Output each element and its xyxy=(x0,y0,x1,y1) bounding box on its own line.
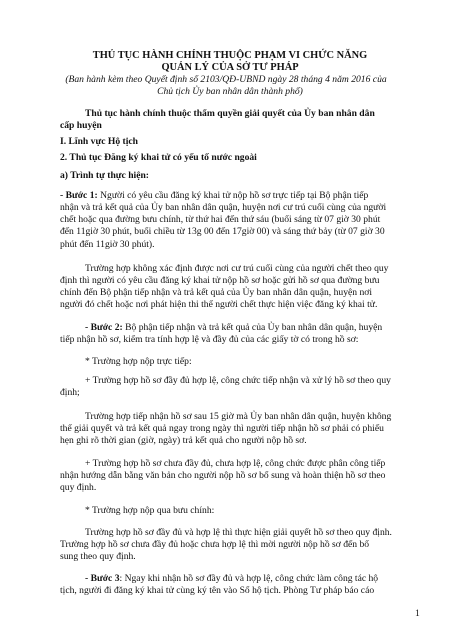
line-text: chính đến Bộ phận tiếp nhận và trả kết quả của Ủy ban nhân dân quận, huyện nơi xyxy=(60,287,372,298)
body-line xyxy=(85,356,425,368)
procedure-heading: 2. Thủ tục Đăng ký khai tử có yếu tố nước ngoài xyxy=(60,152,257,163)
line-text: thể giải quyết và trả kết quả ngay trong ngày thì người tiếp nhận hồ sơ phải có phiếu xyxy=(60,423,384,434)
body-line xyxy=(85,573,425,585)
doc-subtitle-line-2: Chủ tịch Ủy ban nhân dân thành phố) xyxy=(157,86,303,97)
line-text: Người có yêu cầu đăng ký khai tử nộp hồ sơ trực tiếp tại Bộ phận tiếp xyxy=(97,190,369,201)
step-label: - Bước 1: xyxy=(60,190,98,201)
body-line xyxy=(85,505,425,517)
line-text: : Ngay khi nhận hồ sơ đầy đủ và hợp lệ, công chức làm công tác hộ xyxy=(119,573,379,584)
body-line xyxy=(60,423,400,435)
step-label: - Bước 3 xyxy=(85,573,120,584)
line-text: đến 11giờ 30 phút, buổi chiều từ 13g 00 đến 17giờ 00) và sáng thứ bảy (từ 07 giờ 30 xyxy=(60,226,385,237)
section-title-line-1: Thủ tục hành chính thuộc thẩm quyền giải quyết của Ủy ban nhân dân xyxy=(85,108,375,119)
body-line xyxy=(85,527,425,539)
doc-subtitle-line-1: (Ban hành kèm theo Quyết định số 2103/QĐ-UBND ngày 28 tháng 4 năm 2016 của xyxy=(65,74,387,85)
line-text: định thì người có yêu cầu đăng ký khai tử nộp hồ sơ hoặc gửi hồ sơ qua đường bưu xyxy=(60,275,380,286)
line-text: Trường hợp không xác định được nơi cư trú cuối cùng của người chết theo quy xyxy=(85,263,389,274)
line-text: quy định. xyxy=(60,482,97,493)
sequence-heading: a) Trình tự thực hiện: xyxy=(60,170,149,181)
line-text: chết hoặc qua đường bưu chính, từ thứ hai đến thứ sáu (buổi sáng từ 07 giờ 30 phút xyxy=(60,214,381,225)
doc-title-line-2: QUẢN LÝ CỦA SỞ TƯ PHÁP xyxy=(161,62,299,73)
line-text: * Trường hợp nộp qua bưu chính: xyxy=(85,505,215,516)
line-text: nhận hướng dẫn bằng văn bản cho người nộp hồ sơ bổ sung và hoàn thiện hồ sơ theo xyxy=(60,470,386,481)
body-line xyxy=(60,202,400,214)
body-line xyxy=(60,334,400,346)
section-title-line-2: cấp huyện xyxy=(60,120,102,131)
step-label: - Bước 2: xyxy=(85,322,123,333)
body-line xyxy=(60,585,400,597)
doc-title-line-1: THỦ TỤC HÀNH CHÍNH THUỘC PHẠM VI CHỨC NĂNG xyxy=(92,50,368,61)
body-line xyxy=(60,299,400,311)
line-text: tiếp nhận hồ sơ, kiểm tra tính hợp lệ và đầy đủ của các giấy tờ có trong hồ sơ: xyxy=(60,334,359,345)
body-line xyxy=(60,190,400,202)
line-text: phút đến 11giờ 30 phút). xyxy=(60,239,155,250)
line-text: + Trường hợp hồ sơ đầy đủ hợp lệ, công chức tiếp nhận và xử lý hồ sơ theo quy xyxy=(85,375,391,386)
page-number: 1 xyxy=(415,608,420,619)
body-line xyxy=(60,239,400,251)
field-heading: I. Lĩnh vực Hộ tịch xyxy=(60,136,138,147)
body-line xyxy=(60,287,400,299)
body-line xyxy=(85,322,425,334)
body-line xyxy=(85,375,425,387)
line-text: * Trường hợp nộp trực tiếp: xyxy=(85,356,192,367)
line-text: + Trường hợp hồ sơ chưa đầy đủ, chưa hợp lệ, công chức được phân công tiếp xyxy=(85,458,386,469)
line-text: Trường hợp tiếp nhận hồ sơ sau 15 giờ mà Ủy ban nhân dân quận, huyện không xyxy=(85,411,392,422)
body-line xyxy=(60,214,400,226)
body-line xyxy=(60,275,400,287)
body-line xyxy=(85,458,425,470)
body-line xyxy=(60,551,400,563)
body-line xyxy=(85,263,425,275)
body-line xyxy=(60,482,400,494)
line-text: định; xyxy=(60,387,80,398)
body-line xyxy=(60,226,400,238)
line-text: Trường hợp hồ sơ đầy đủ và hợp lệ thì thực hiện giải quyết hồ sơ theo quy định. xyxy=(85,527,392,538)
line-text: Trường hợp hồ sơ chưa đầy đủ hoặc chưa hợp lệ thì mời người nộp hồ sơ đến bổ xyxy=(60,539,370,550)
line-text: tịch, người đi đăng ký khai tử cùng ký tên vào Sổ hộ tịch. Phòng Tư pháp báo cáo xyxy=(60,585,375,596)
line-text: Bộ phận tiếp nhận và trả kết quả của Ủy ban nhân dân quận, huyện xyxy=(122,322,383,333)
body-line xyxy=(85,411,425,423)
body-line xyxy=(60,435,400,447)
line-text: hẹn ghi rõ thời gian (giờ, ngày) trả kết quả cho người nộp hồ sơ. xyxy=(60,435,307,446)
body-line xyxy=(60,470,400,482)
line-text: sung theo quy định. xyxy=(60,551,136,562)
line-text: người đó chết hoặc nơi phát hiện thi thể người chết thực hiện việc đăng ký khai tử. xyxy=(60,299,378,310)
line-text: nhận và trả kết quả của Ủy ban nhân dân quận, huyện nơi cư trú cuối cùng của người xyxy=(60,202,387,213)
body-line xyxy=(60,387,400,399)
body-line xyxy=(60,539,400,551)
